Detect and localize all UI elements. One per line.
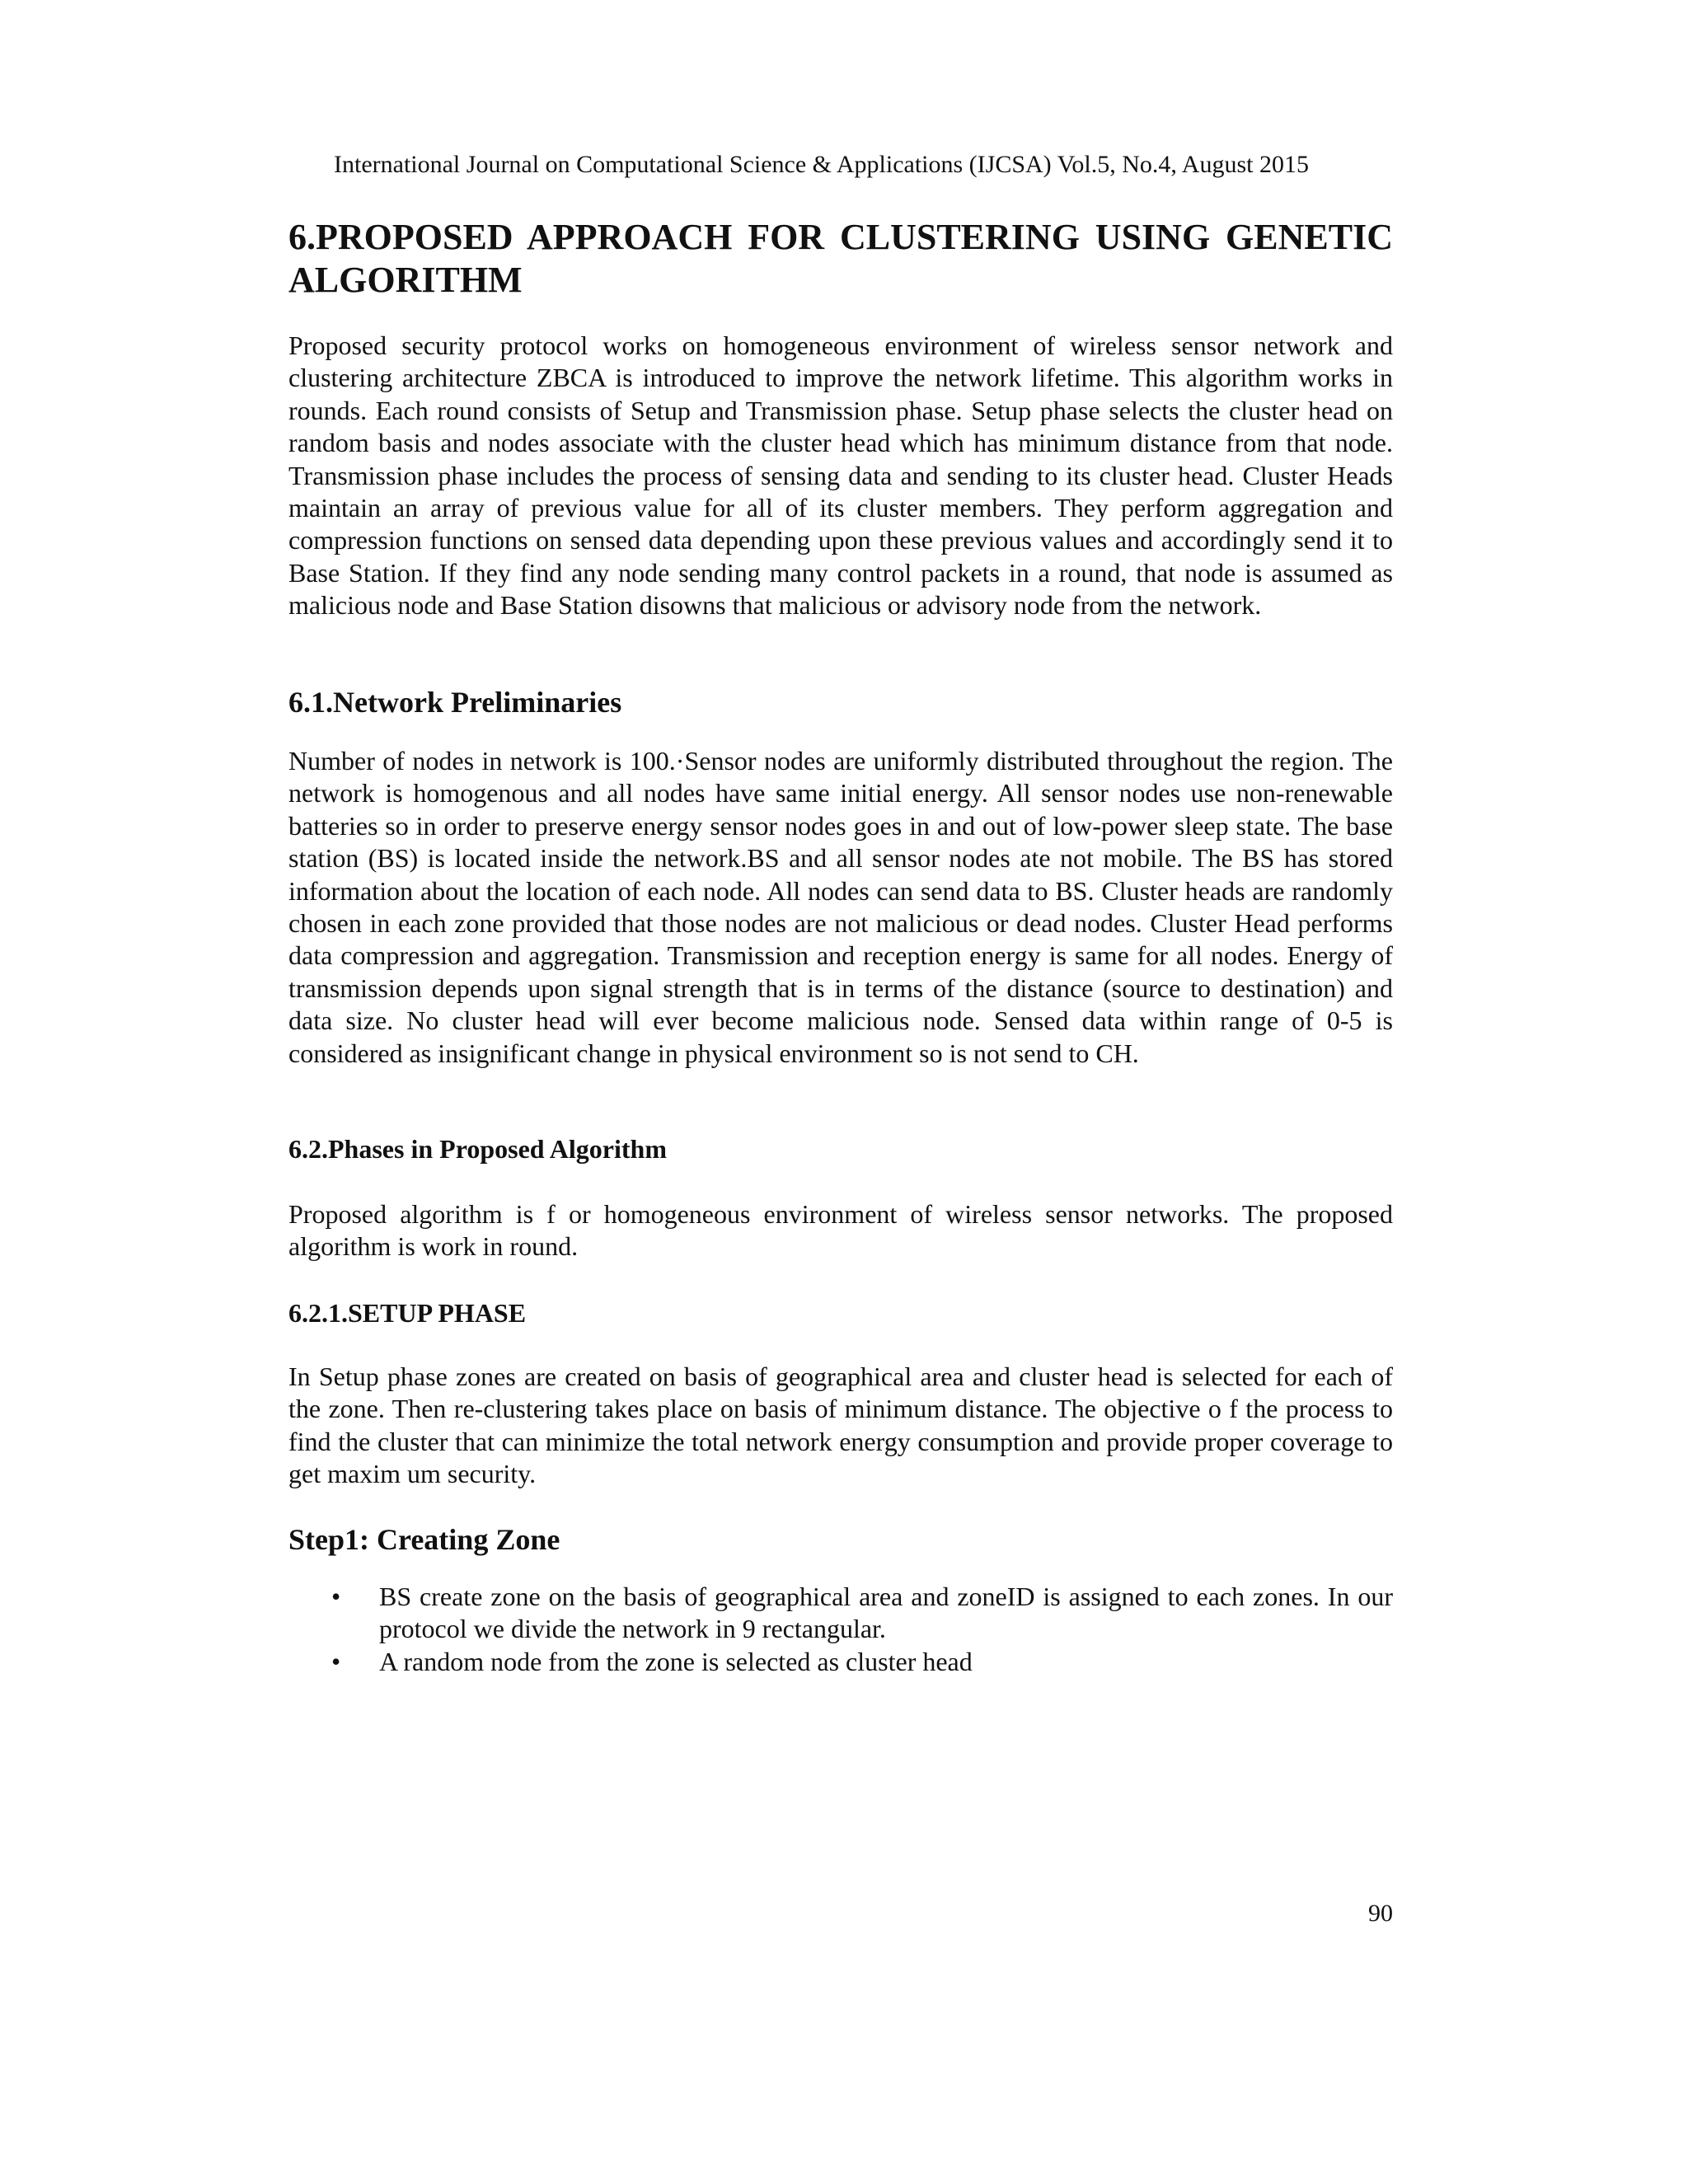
step1-bullet-list xyxy=(288,1581,1393,1678)
list-item xyxy=(288,1646,1393,1678)
phases-paragraph: Proposed algorithm is f or homogeneous environment of wireless sensor networks. The proposed algorithm is work in round. xyxy=(288,1199,1393,1262)
list-item xyxy=(288,1581,1393,1646)
bullet-text: A random node from the zone is selected as cluster head xyxy=(379,1646,973,1676)
heading-network-preliminaries: 6.1.Network Preliminaries xyxy=(288,686,622,719)
heading-setup-phase: 6.2.1.SETUP PHASE xyxy=(288,1298,527,1328)
paper-page xyxy=(288,0,1393,2184)
bullet-text: BS create zone on the basis of geographical area and zoneID is assigned to each zones. In our protocol we divide the network in 9 rectangular. xyxy=(379,1582,1393,1644)
setup-phase-paragraph: In Setup phase zones are created on basis of geographical area and cluster head is selected for each of the zone. Then re-clustering takes place on basis of minimum distance. The objective o f the process to find the cluster that can minimize the total network energy consumption and provide proper coverage to get maxim um security. xyxy=(288,1361,1393,1489)
running-header: International Journal on Computational Science & Applications (IJCSA) Vol.5, No.4, August 2015 xyxy=(334,151,1309,178)
section-title: 6.PROPOSED APPROACH FOR CLUSTERING USING GENETIC ALGORITHM xyxy=(288,217,1393,300)
network-preliminaries-paragraph: Number of nodes in network is 100.·Sensor nodes are uniformly distributed throughout the region. The network is homogenous and all nodes have same initial energy. All sensor nodes use non-renewable batteries so in order to preserve energy sensor nodes goes in and out of low-power sleep state. The base station (BS) is located inside the network.BS and all sensor nodes ate not mobile. The BS has stored information about the location of each node. All nodes can send data to BS. Cluster heads are randomly chosen in each zone provided that those nodes are not malicious or dead nodes. Cluster Head performs data compression and aggregation. Transmission and reception energy is same for all nodes. Energy of transmission depends upon signal strength that is in terms of the distance (source to destination) and data size. No cluster head will ever become malicious node. Sensed data within range of 0-5 is considered as insignificant change in physical environment so is not send to CH. xyxy=(288,746,1393,1068)
bullet-icon: • xyxy=(331,1582,341,1611)
page-number: 90 xyxy=(1368,1900,1393,1927)
heading-phases: 6.2.Phases in Proposed Algorithm xyxy=(288,1134,667,1164)
intro-paragraph: Proposed security protocol works on homogeneous environment of wireless sensor network and clustering architecture ZBCA is introduced to improve the network lifetime. This algorithm works in rounds. Each round consists of Setup and Transmission phase. Setup phase selects the cluster head on random basis and nodes associate with the cluster head which has minimum distance from that node. Transmission phase includes the process of sensing data and sending to its cluster head. Cluster Heads maintain an array of previous value for all of its cluster members. They perform aggregation and compression functions on sensed data depending upon these previous values and accordingly send it to Base Station. If they find any node sending many control packets in a round, that node is assumed as malicious node and Base Station disowns that malicious or advisory node from the network. xyxy=(288,330,1393,621)
heading-step1: Step1: Creating Zone xyxy=(288,1523,560,1556)
bullet-icon: • xyxy=(331,1646,341,1676)
